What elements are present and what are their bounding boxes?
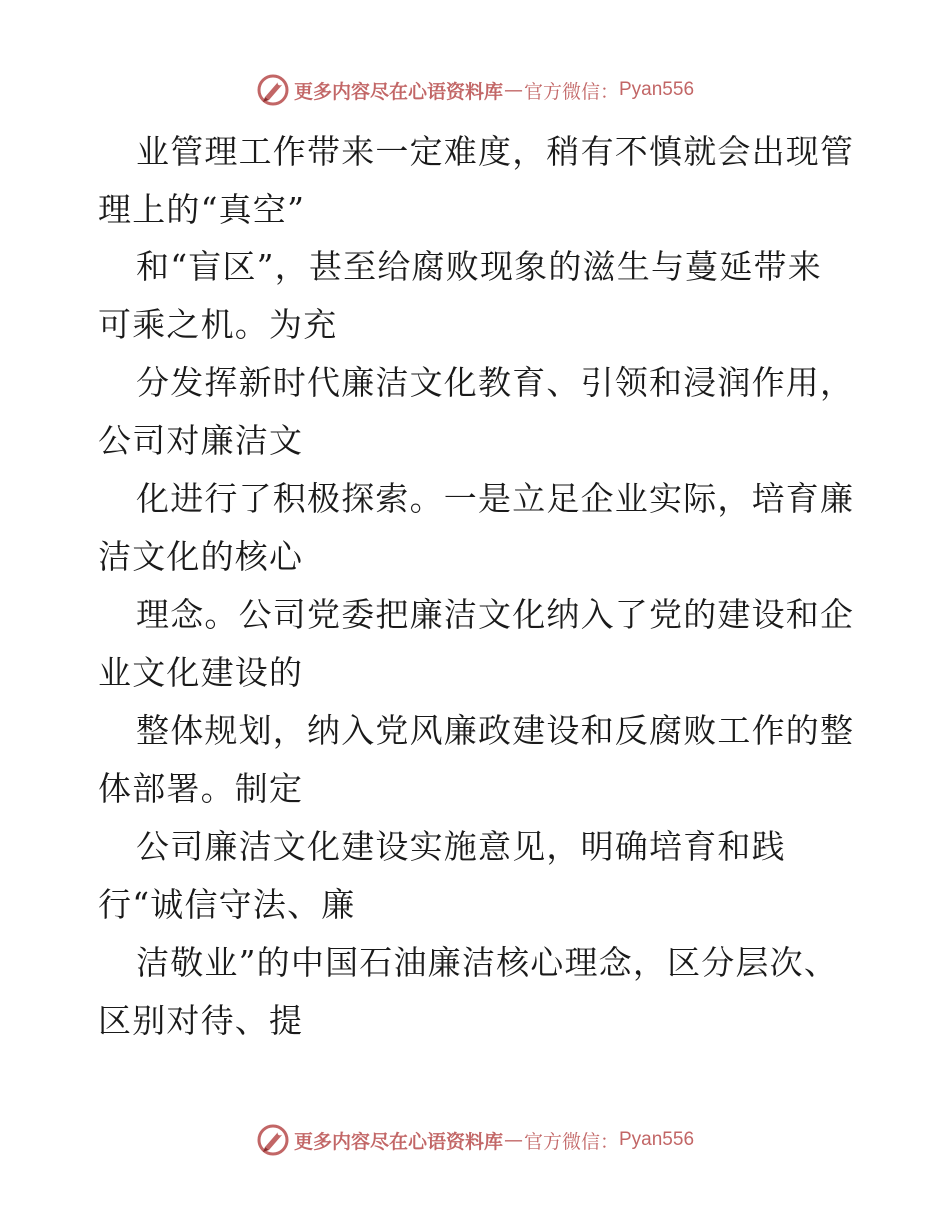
banner-brand: 更多内容尽在心语资料库	[293, 80, 503, 103]
text-line: 行“诚信守法、廉	[98, 885, 356, 924]
text-line: 公司廉洁文化建设实施意见，明确培育和践	[136, 827, 786, 866]
text-line: 理念。公司党委把廉洁文化纳入了党的建设和企	[136, 595, 855, 634]
text-line: 可乘之机。为充	[98, 305, 338, 344]
text-line: 洁文化的核心	[98, 537, 304, 576]
text-line: 化进行了积极探索。一是立足企业实际，培育廉	[136, 479, 855, 518]
banner-wechat-id: Pyan556	[619, 79, 695, 100]
banner-separator: —	[503, 79, 523, 101]
pen-logo-icon	[256, 1123, 290, 1157]
footer-banner	[0, 1120, 950, 1160]
text-line: 业管理工作带来一定难度，稍有不慎就会出现管	[136, 132, 855, 171]
banner-brand: 更多内容尽在心语资料库	[293, 1130, 503, 1153]
banner-wechat-label: 官方微信：	[523, 1130, 619, 1153]
text-line: 公司对廉洁文	[98, 421, 304, 460]
banner-wechat-label: 官方微信：	[523, 80, 619, 103]
text-line: 理上的“真空”	[98, 190, 306, 229]
pen-logo-icon	[256, 73, 290, 107]
header-banner	[0, 70, 950, 110]
banner-separator: —	[503, 1129, 523, 1151]
text-line: 洁敬业”的中国石油廉洁核心理念，区分层次、	[136, 943, 839, 982]
text-line: 和“盲区”，甚至给腐败现象的滋生与蔓延带来	[136, 247, 822, 286]
text-line: 整体规划，纳入党风廉政建设和反腐败工作的整	[136, 711, 855, 750]
text-line: 分发挥新时代廉洁文化教育、引领和浸润作用，	[136, 363, 855, 402]
text-line: 体部署。制定	[98, 769, 304, 808]
text-line: 业文化建设的	[98, 653, 304, 692]
banner-wechat-id: Pyan556	[619, 1129, 695, 1150]
text-line: 区别对待、提	[98, 1001, 304, 1040]
